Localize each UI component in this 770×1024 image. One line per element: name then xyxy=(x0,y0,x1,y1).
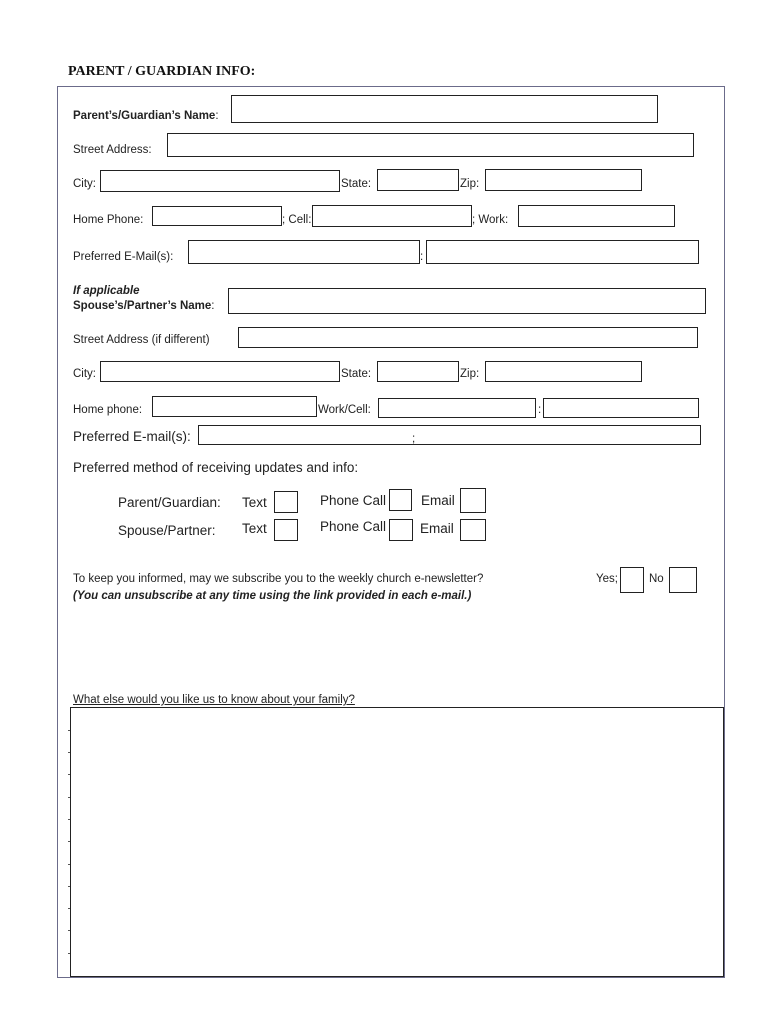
parent-zip-label: Zip: xyxy=(460,178,480,190)
newsletter-yes-label: Yes; xyxy=(596,573,618,585)
parent-state-input[interactable] xyxy=(377,169,459,191)
phone-separator: : xyxy=(538,404,542,416)
parent-street-label: Street Address: xyxy=(73,144,152,156)
parent-city-input[interactable] xyxy=(100,170,340,192)
method-parent-phone-label: Phone Call xyxy=(320,493,387,508)
parent-name-input[interactable] xyxy=(231,95,658,123)
spouse-email-label: Preferred E-mail(s): xyxy=(73,429,191,444)
parent-home-phone-label: Home Phone: xyxy=(73,214,144,226)
parent-home-phone-input[interactable] xyxy=(152,206,282,226)
margin-tick xyxy=(68,797,70,798)
margin-tick xyxy=(68,864,70,865)
email-semicolon: ; xyxy=(412,433,416,445)
parent-phone-checkbox[interactable] xyxy=(389,489,412,511)
spouse-city-input[interactable] xyxy=(100,361,340,382)
method-heading: Preferred method of receiving updates and info: xyxy=(73,460,359,475)
spouse-street-input[interactable] xyxy=(238,327,698,348)
newsletter-note: (You can unsubscribe at any time using the link provided in each e-mail.) xyxy=(73,590,472,602)
spouse-work-cell-input-2[interactable] xyxy=(543,398,699,418)
spouse-name-label: Spouse’s/Partner’s Name: xyxy=(73,300,215,312)
margin-tick xyxy=(68,752,70,753)
newsletter-yes-checkbox[interactable] xyxy=(620,567,644,593)
method-spouse-text-label: Text xyxy=(242,521,267,536)
spouse-zip-label: Zip: xyxy=(460,368,480,380)
parent-work-label: ; Work: xyxy=(472,214,509,226)
parent-street-input[interactable] xyxy=(167,133,694,157)
method-spouse-email-label: Email xyxy=(420,521,454,536)
parent-cell-label: ; Cell: xyxy=(282,214,312,226)
spouse-text-checkbox[interactable] xyxy=(274,519,298,541)
spouse-work-cell-input-1[interactable] xyxy=(378,398,536,418)
margin-tick xyxy=(68,819,70,820)
method-spouse-phone-label: Phone Call xyxy=(320,519,387,534)
newsletter-question: To keep you informed, may we subscribe you to the weekly church e-newsletter? xyxy=(73,573,484,585)
method-parent-text-label: Text xyxy=(242,495,267,510)
spouse-work-cell-label: Work/Cell: xyxy=(318,404,371,416)
method-spouse-label: Spouse/Partner: xyxy=(118,523,216,538)
margin-tick xyxy=(68,774,70,775)
email-separator: : xyxy=(420,251,424,263)
spouse-state-label: State: xyxy=(341,368,372,380)
spouse-phone-checkbox[interactable] xyxy=(389,519,413,541)
parent-state-label: State: xyxy=(341,178,372,190)
if-applicable-label: If applicable xyxy=(73,285,140,297)
newsletter-no-label: No xyxy=(649,573,664,585)
section-title: PARENT / GUARDIAN INFO: xyxy=(68,64,256,79)
parent-email-checkbox[interactable] xyxy=(460,488,486,513)
family-question: What else would you like us to know about your family? xyxy=(73,694,355,706)
spouse-email-input[interactable] xyxy=(198,425,701,445)
parent-cell-input[interactable] xyxy=(312,205,472,227)
margin-tick xyxy=(68,730,70,731)
parent-zip-input[interactable] xyxy=(485,169,642,191)
margin-tick xyxy=(68,953,70,954)
parent-text-checkbox[interactable] xyxy=(274,491,298,513)
margin-tick xyxy=(68,930,70,931)
spouse-street-label: Street Address (if different) xyxy=(73,334,210,346)
parent-work-input[interactable] xyxy=(518,205,675,227)
margin-tick xyxy=(68,841,70,842)
parent-email-input-2[interactable] xyxy=(426,240,699,264)
spouse-state-input[interactable] xyxy=(377,361,459,382)
method-parent-label: Parent/Guardian: xyxy=(118,495,221,510)
spouse-city-label: City: xyxy=(73,368,96,380)
margin-tick xyxy=(68,908,70,909)
parent-email-label: Preferred E-Mail(s): xyxy=(73,251,174,263)
parent-name-label: Parent’s/Guardian’s Name: xyxy=(73,110,219,122)
parent-email-input-1[interactable] xyxy=(188,240,420,264)
spouse-name-input[interactable] xyxy=(228,288,706,314)
spouse-home-phone-label: Home phone: xyxy=(73,404,143,416)
newsletter-no-checkbox[interactable] xyxy=(669,567,697,593)
spouse-home-phone-input[interactable] xyxy=(152,396,317,417)
spouse-zip-input[interactable] xyxy=(485,361,642,382)
family-comments-textarea[interactable] xyxy=(70,707,724,977)
parent-city-label: City: xyxy=(73,178,96,190)
margin-tick xyxy=(68,886,70,887)
spouse-email-checkbox[interactable] xyxy=(460,519,486,541)
method-parent-email-label: Email xyxy=(421,493,455,508)
